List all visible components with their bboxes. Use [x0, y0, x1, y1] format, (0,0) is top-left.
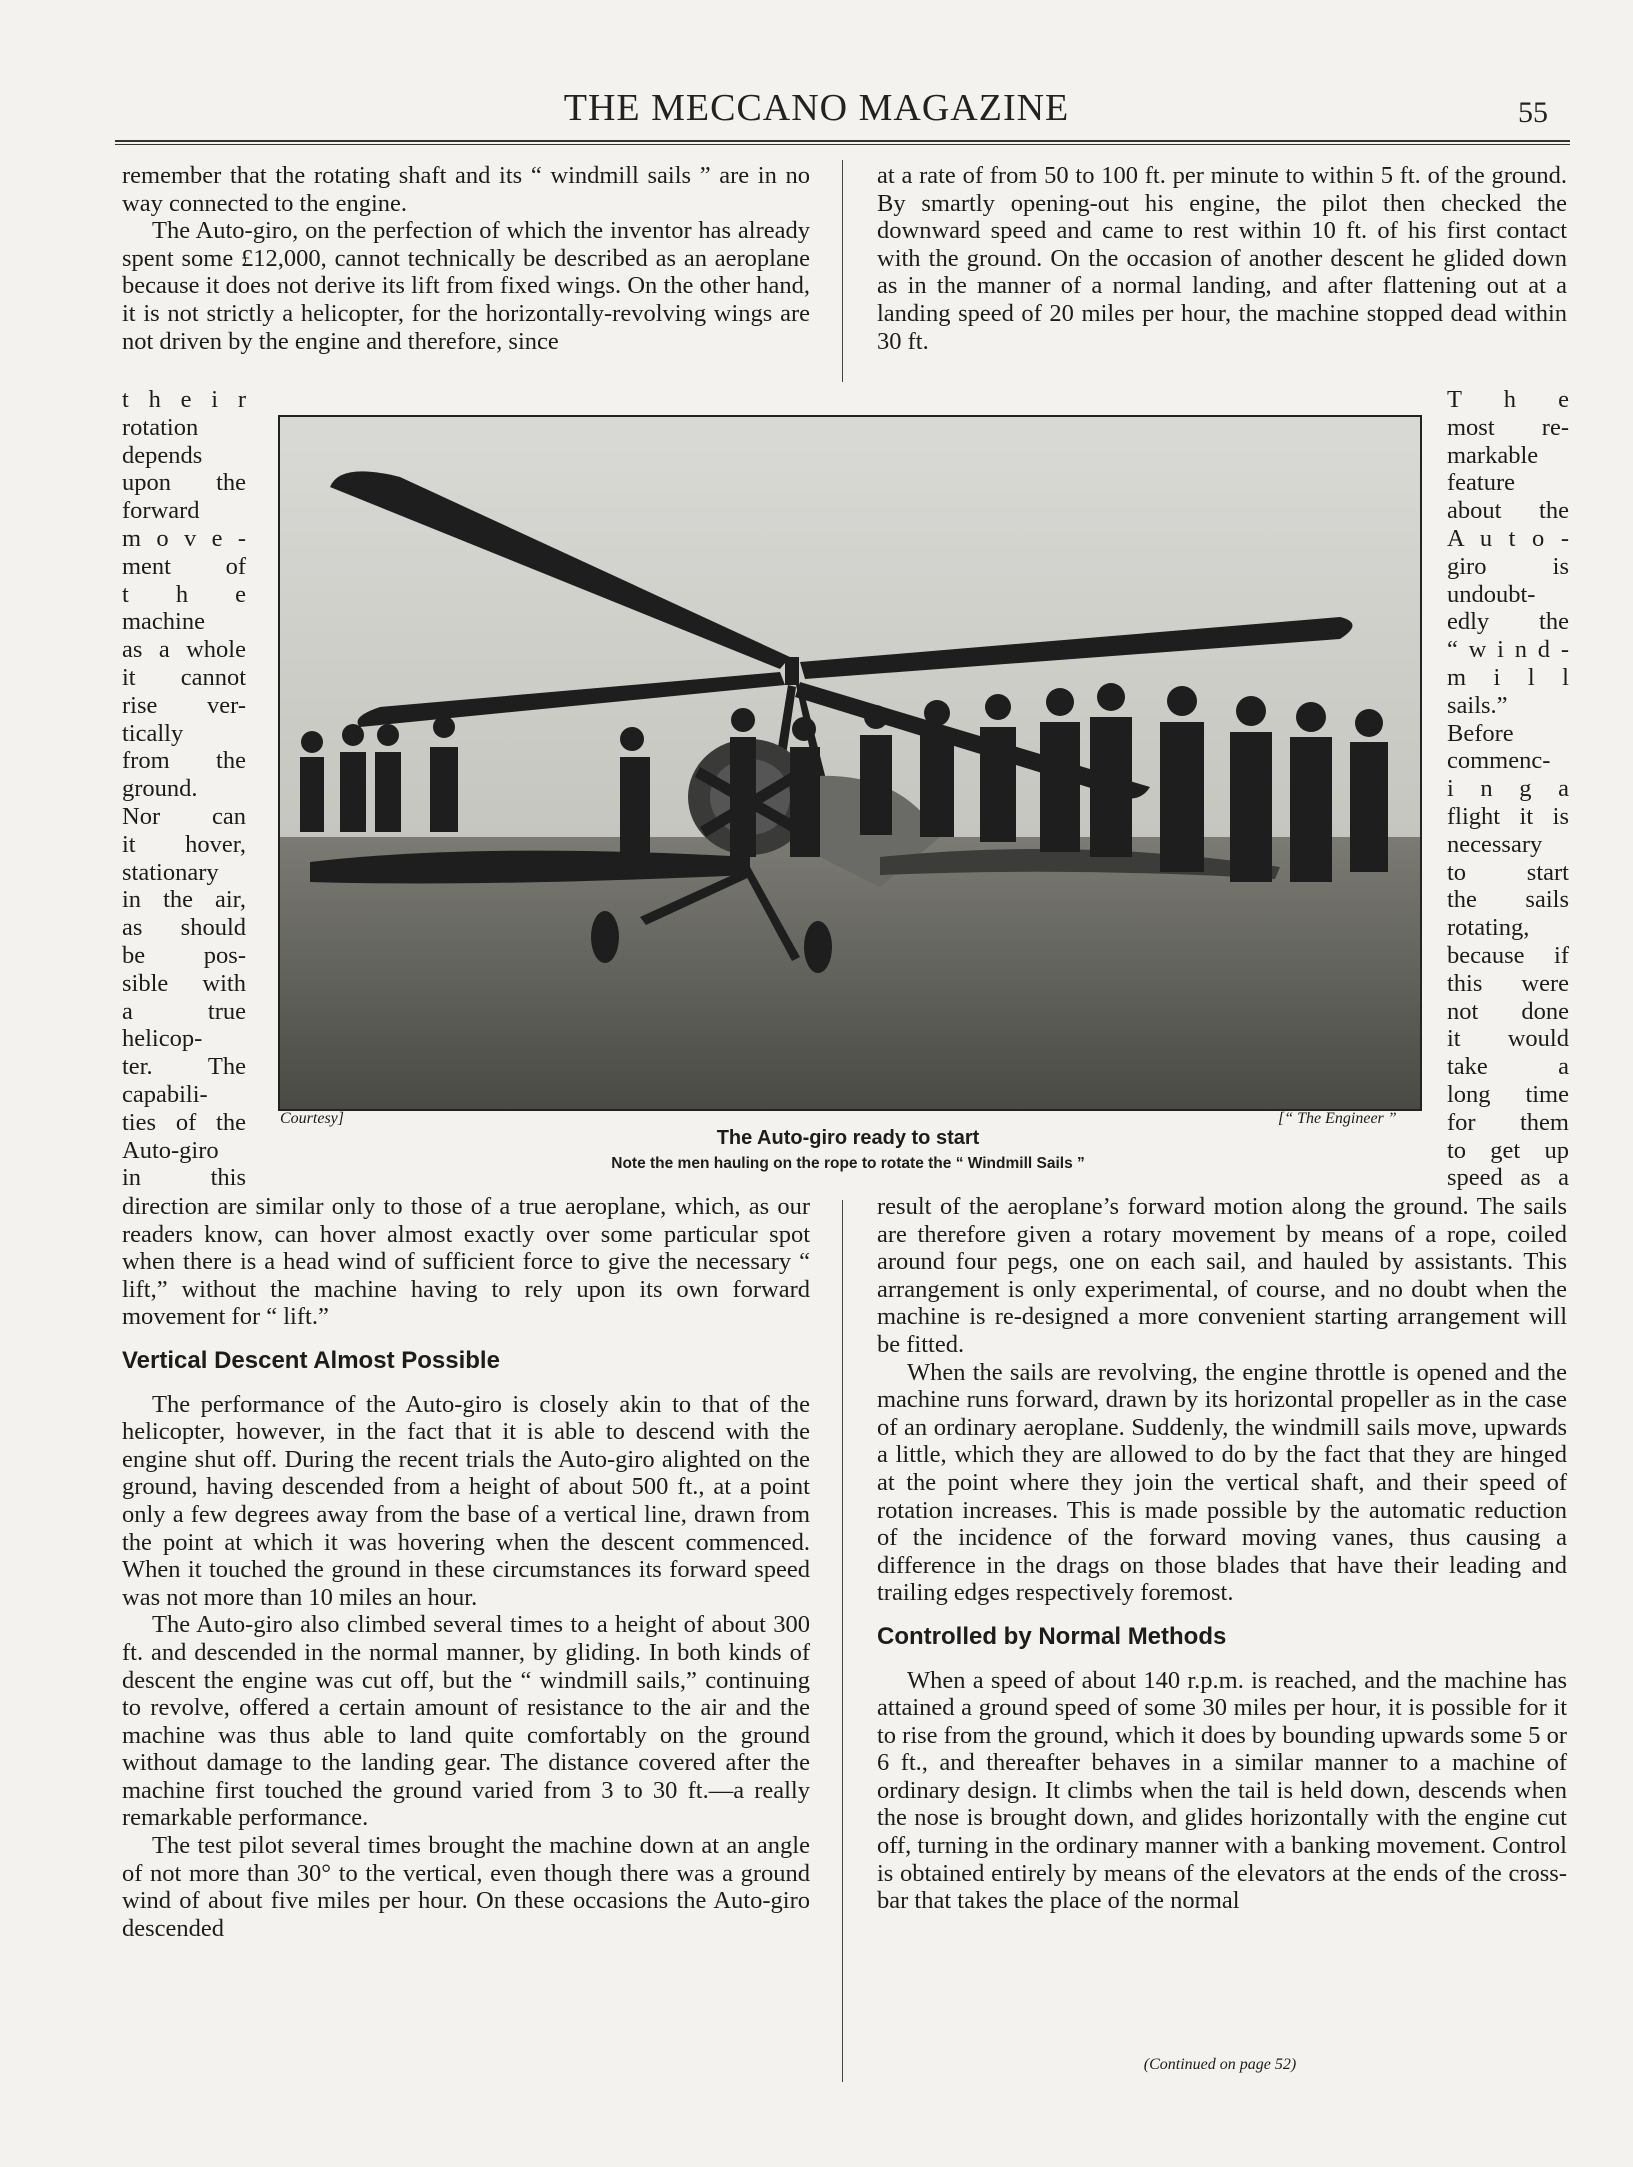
text-line: ground.: [122, 775, 198, 803]
text-line: T h e: [1447, 386, 1569, 413]
text-line: the sails: [1447, 886, 1569, 914]
text-line: giro is: [1447, 552, 1569, 580]
text-line: in this: [122, 1164, 246, 1192]
text-line: as should: [122, 914, 246, 942]
text-line: to start: [1447, 858, 1569, 886]
text-line: it would: [1447, 1025, 1569, 1053]
text-line: not done: [1447, 997, 1569, 1025]
text-line: it cannot: [122, 663, 246, 691]
text-line: markable: [1447, 441, 1539, 469]
text-line: helicop-: [122, 1025, 203, 1053]
paragraph: remember that the rotating shaft and its “ windmill sails ” are in no way connected to the engine.: [122, 162, 810, 217]
header-rule-thin: [115, 144, 1570, 145]
text-line: machine: [122, 608, 205, 636]
text-line: i n g a: [1447, 775, 1569, 803]
text-line: m i l l: [1447, 663, 1569, 691]
photo-credit-left: Courtesy]: [280, 1110, 344, 1127]
text-line: be pos-: [122, 941, 246, 969]
text-line: “ w i n d -: [1447, 636, 1569, 664]
text-line: because if: [1447, 941, 1569, 969]
paragraph: The test pilot several times brought the machine down at an angle of not more than 30° to the vertical, even though there was a ground wind of about five miles per hour. On these occasions the Auto-giro descended: [122, 1832, 810, 1942]
text-line: rotation: [122, 413, 199, 441]
right-narrow-column: [1447, 386, 1569, 1192]
text-line: ties of the: [122, 1108, 246, 1136]
photo-caption: The Auto-giro ready to start: [716, 1127, 980, 1149]
paragraph: The performance of the Auto-giro is closely akin to that of the helicopter, however, in the fact that it is able to descend with the engine shut off. During the recent trials the Auto-giro alighted on the ground, having descended from a height of about 500 ft., at a point only a few degrees away from the base of a vertical line, drawn from the point at which it was hovering when the descent commenced. When it touched the ground in these circumstances its forward speed was not more than 10 miles an hour.: [122, 1390, 810, 1611]
right-column-bottom: [877, 1193, 1567, 1915]
text-line: for them: [1447, 1108, 1569, 1136]
text-line: rotating,: [1447, 914, 1530, 942]
right-column-top: [877, 162, 1567, 355]
text-line: capabili-: [122, 1080, 208, 1108]
text-line: stationary: [122, 858, 219, 886]
text-line: A u t o -: [1447, 524, 1569, 552]
photo-credit-right: [“ The Engineer ”: [1278, 1110, 1397, 1127]
text-line: take a: [1447, 1053, 1569, 1081]
text-line: necessary: [1447, 830, 1543, 858]
text-line: this were: [1447, 969, 1569, 997]
text-line: feature: [1447, 469, 1515, 497]
header-rule: [115, 140, 1570, 142]
text-line: undoubt-: [1447, 580, 1536, 608]
text-line: depends: [122, 441, 203, 469]
paragraph: When a speed of about 140 r.p.m. is reached, and the machine has attained a ground speed of some 30 miles per hour, it is possible for it to rise from the ground, which it does by bounding upwards some 5 or 6 ft., and thereafter behaves in a similar manner to a machine of ordinary design. It climbs when the tail is held down, descends when the nose is brought down, and glides horizontally with the engine cut off, turning in the ordinary manner with a banking movement. Control is obtained entirely by means of the elevators at the ends of the cross-bar that takes the place of the normal: [877, 1666, 1567, 1915]
text-line: in the air,: [122, 886, 246, 914]
text-line: most re-: [1447, 413, 1569, 441]
paragraph: direction are similar only to those of a true aeroplane, which, as our readers know, can hover almost exactly over some particular spot when there is a head wind of sufficient force to give the necessary “ lift,” without the machine having to rely upon its own forward movement for “ lift.”: [122, 1193, 810, 1331]
text-line: ment of: [122, 552, 246, 580]
paragraph: The Auto-giro also climbed several times to a height of about 300 ft. and descended in the normal manner, by gliding. In both kinds of descent the engine was cut off, but the “ windmill sails,” continuing to revolve, offered a certain amount of resistance to the air and the machine was thus able to land quite comfortably on the ground without damage to the landing gear. The distance covered after the machine first touched the ground varied from 3 to 30 ft.—a really remarkable performance.: [122, 1611, 810, 1832]
left-column-top: [122, 162, 810, 355]
text-line: it hover,: [122, 830, 246, 858]
text-line: Before: [1447, 719, 1514, 747]
text-line: Auto-giro: [122, 1136, 219, 1164]
paragraph: result of the aeroplane’s forward motion along the ground. The sails are therefore given a rotary movement by means of a rope, coiled around four pegs, one on each sail, and hauled by assistants. This arrangement is only experimental, of course, and no doubt when the machine is re-designed a more convenient starting arrangement will be fitted.: [877, 1193, 1567, 1358]
text-line: commenc-: [1447, 747, 1551, 775]
text-line: Nor can: [122, 802, 246, 830]
text-line: a true: [122, 997, 246, 1025]
text-line: sails.”: [1447, 691, 1508, 719]
text-line: to get up: [1447, 1136, 1569, 1164]
paragraph: at a rate of from 50 to 100 ft. per minute to within 5 ft. of the ground. By smartly opening-out his engine, the pilot then checked the downward speed and came to rest within 10 ft. of his first contact with the ground. On the occasion of another descent he glided down as in the manner of a normal landing, and after flattening out at a landing speed of 20 miles per hour, the machine stopped dead within 30 ft.: [877, 162, 1567, 355]
column-divider-bottom: [842, 1200, 843, 2082]
left-narrow-column: [122, 386, 246, 1192]
autogiro-illustration: [280, 417, 1420, 1109]
text-line: from the: [122, 747, 246, 775]
text-line: sible with: [122, 969, 246, 997]
continued-note: (Continued on page 52): [1143, 2056, 1297, 2073]
text-line: rise ver-: [122, 691, 246, 719]
paragraph: When the sails are revolving, the engine throttle is opened and the machine runs forward, drawn by its horizontal propeller as in the case of an ordinary aeroplane. Suddenly, the windmill sails move, upwards a little, which they are allowed to do by the fact that they are hinged at the point where they join the vertical shaft, and their speed of rotation increases. This is made possible by the automatic reduction of the incidence of the forward moving vanes, thus causing a difference in the drags on those blades that have their leading and trailing edges respectively foremost.: [877, 1358, 1567, 1607]
text-line: ter. The: [122, 1053, 246, 1081]
text-line: tically: [122, 719, 184, 747]
text-line: t h e: [122, 580, 246, 608]
text-line: long time: [1447, 1080, 1569, 1108]
autogiro-photo: [278, 415, 1422, 1111]
left-column-bottom: [122, 1193, 810, 1942]
text-line: m o v e -: [122, 524, 246, 552]
text-line: speed as a: [1447, 1164, 1569, 1192]
paragraph: The Auto-giro, on the perfection of which the inventor has already spent some £12,000, cannot technically be described as an aeroplane because it does not derive its lift from fixed wings. On the other hand, it is not strictly a helicopter, for the horizontally-revolving wings are not driven by the engine and therefore, since: [122, 217, 810, 355]
text-line: about the: [1447, 497, 1569, 525]
text-line: edly the: [1447, 608, 1569, 636]
column-divider-top: [842, 160, 843, 382]
text-line: as a whole: [122, 636, 246, 664]
text-line: t h e i r: [122, 386, 246, 413]
section-heading-left: Vertical Descent Almost Possible: [122, 1346, 500, 1374]
photo-subcaption: Note the men hauling on the rope to rotate the “ Windmill Sails ”: [611, 1155, 1085, 1172]
running-header: THE MECCANO MAGAZINE: [563, 87, 1070, 129]
page-number: 55: [1518, 96, 1548, 129]
text-line: forward: [122, 497, 200, 525]
text-line: upon the: [122, 469, 246, 497]
text-line: flight it is: [1447, 802, 1569, 830]
section-heading-right: Controlled by Normal Methods: [877, 1622, 1227, 1650]
